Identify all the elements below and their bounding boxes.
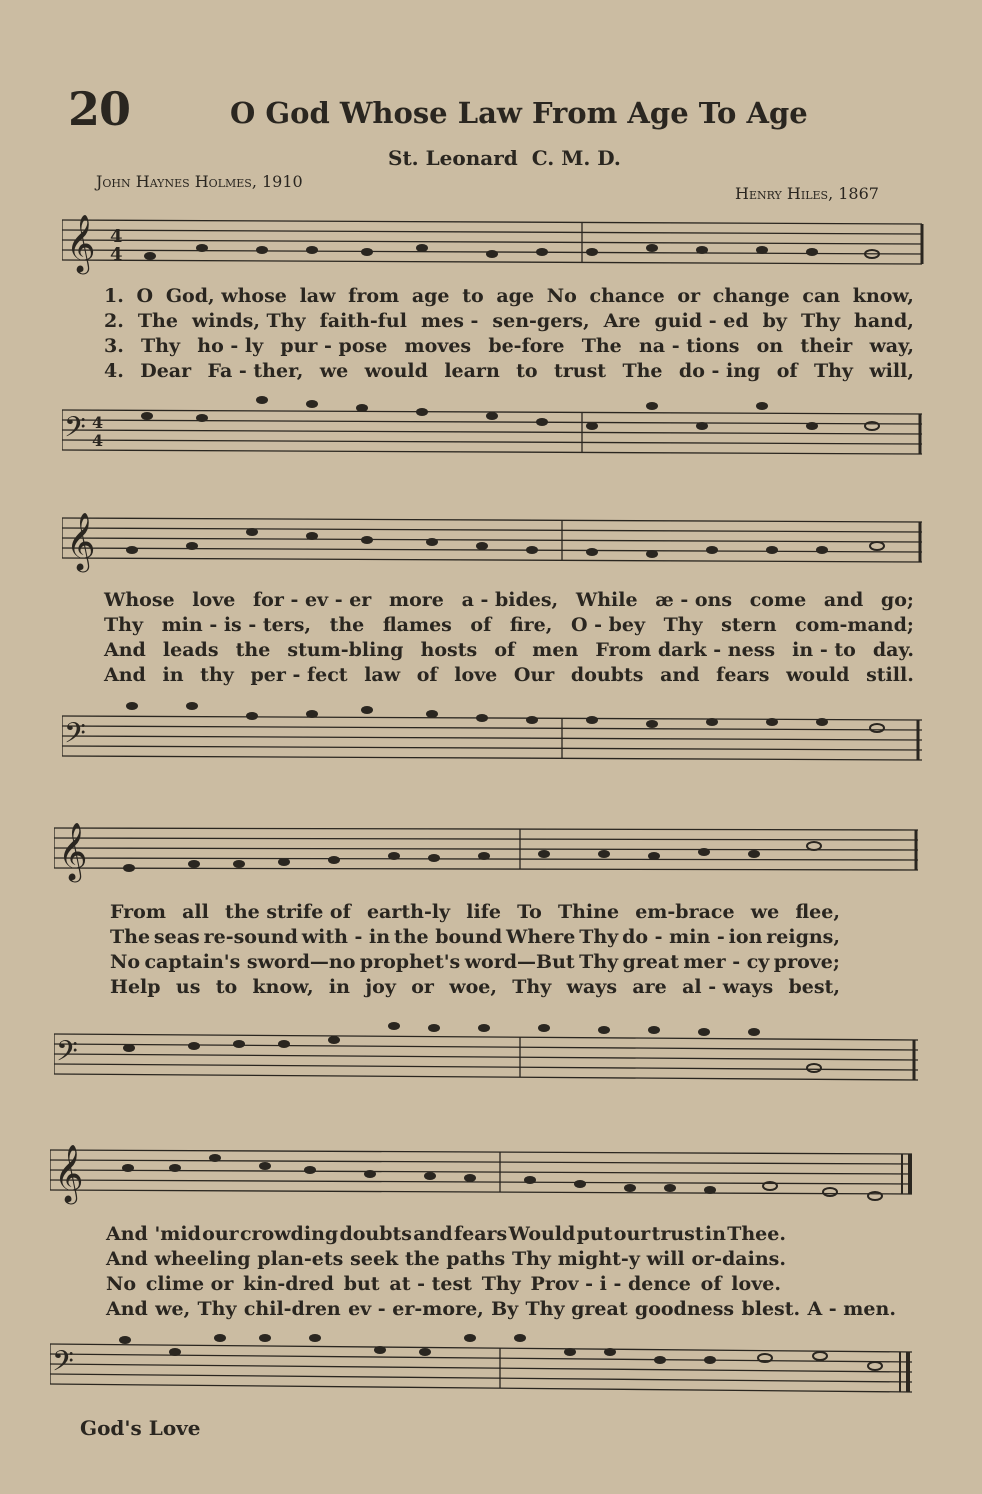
lyric-syllable: way, [869,335,914,357]
lyric-syllable: of [494,639,516,661]
bass-staff [62,700,924,780]
lyric-syllable: Would [508,1223,576,1245]
lyric-syllable: 2. [104,310,124,332]
lyric-syllable: To [517,901,542,923]
lyric-line-verse-2 [106,1247,786,1272]
lyric-line-verse-1 [104,588,914,613]
hymn-category: God's Love [80,1416,201,1440]
lyric-syllable: No [546,285,577,307]
lyric-syllable: O - bey [570,614,646,636]
lyric-syllable: we [319,360,349,382]
lyric-syllable: moves [404,335,472,357]
lyric-syllable: A - men. [807,1298,896,1320]
lyric-syllable: re-sound [203,926,298,948]
lyric-line-verse-4 [106,1297,896,1322]
lyric-syllable: And [106,1248,148,1270]
lyric-syllable: law [364,664,401,686]
lyric-syllable: hand, [854,310,914,332]
lyric-syllable: The [137,310,178,332]
lyric-syllable: Thy [801,310,840,332]
hymn-number: 20 [68,82,131,136]
lyric-syllable: our [613,1223,651,1245]
lyric-syllable: trust [554,360,607,382]
treble-staff [62,506,924,576]
lyric-syllable: word—But [464,951,575,973]
lyric-syllable: prophet's [359,951,461,973]
lyric-syllable: in - to [792,639,856,661]
lyric-syllable: our [202,1223,239,1245]
lyric-syllable: stern [721,614,777,636]
lyric-syllable: we [750,901,780,923]
lyric-syllable: do - ing [678,360,761,382]
lyric-syllable: law [299,285,336,307]
lyric-syllable: captain's sword—no [144,951,356,973]
treble-staff [62,208,924,278]
lyric-syllable: in [162,664,184,686]
lyric-syllable: of [416,664,438,686]
lyric-syllable: and [413,1223,453,1245]
lyric-syllable: guid - ed [654,310,749,332]
lyric-syllable: put [576,1223,613,1245]
lyric-syllable: be-fore [488,335,565,357]
lyric-syllable: know, [852,285,914,307]
lyric-syllable: would [786,664,850,686]
lyric-syllable: might-y [557,1248,640,1270]
lyric-line-verse-3 [104,638,914,663]
lyric-syllable: flames [382,614,452,636]
lyric-syllable: flee, [795,901,840,923]
lyric-syllable: change [712,285,790,307]
lyric-line-verse-2 [104,613,914,638]
lyric-syllable: are [632,976,667,998]
lyric-line-verse-3 [104,334,914,359]
lyric-syllable: Thee. [727,1223,786,1245]
lyric-line-verse-4 [104,663,914,688]
lyric-syllable: And [104,664,146,686]
lyric-syllable: woe, [449,976,497,998]
svg-text:4: 4 [110,244,123,265]
treble-staff-graphic [54,816,920,890]
lyric-syllable: The [110,926,151,948]
lyric-syllable: from [348,285,400,307]
lyric-syllable: Thy [663,614,703,636]
lyrics-block-3 [110,900,840,1000]
lyric-syllable: their [800,335,853,357]
lyric-syllable: can [802,285,841,307]
lyric-syllable: fears [453,1223,508,1245]
lyric-syllable: Thy great [525,1298,628,1320]
lyric-syllable: Prov - i - dence [530,1273,691,1295]
lyric-syllable: the bound [393,926,503,948]
lyric-syllable: And [106,1298,148,1320]
lyric-syllable: learn [444,360,500,382]
lyric-syllable: O [136,285,154,307]
hymn-title: O God Whose Law From Age To Age [230,96,808,130]
lyric-line-verse-3 [106,1272,781,1297]
lyric-syllable: know, [252,976,314,998]
svg-text:𝄞: 𝄞 [58,822,88,880]
lyric-syllable: Thy [579,951,619,973]
lyric-syllable: still. [866,664,914,686]
lyric-syllable: by [762,310,787,332]
lyric-syllable: will, [869,360,914,382]
lyric-syllable: per - fect [250,664,348,686]
lyric-syllable: with - in [301,926,391,948]
lyric-line-verse-4 [104,359,914,384]
lyric-syllable: chil-dren [243,1298,341,1320]
bass-staff [62,396,924,468]
lyric-syllable: Thy [511,1248,551,1270]
lyricist-credit: John Haynes Holmes, 1910 [96,172,303,191]
bass-staff [54,1014,920,1094]
lyric-syllable: do - min - [622,926,725,948]
svg-text:𝄞: 𝄞 [66,214,96,272]
lyric-syllable: age [496,285,535,307]
lyric-syllable: winds, Thy [191,310,306,332]
svg-text:𝄢: 𝄢 [56,1035,78,1075]
lyrics-block-1 [104,284,914,384]
lyric-syllable: the [235,639,271,661]
lyric-syllable: ho - ly [197,335,264,357]
treble-staff-graphic [62,208,924,278]
lyric-syllable: doubts [339,1223,412,1245]
lyric-syllable: seas [153,926,200,948]
lyric-syllable: love [192,589,236,611]
bass-staff-graphic [62,396,924,468]
lyric-syllable: min - is - ters, [161,614,312,636]
lyric-syllable: and [823,589,864,611]
lyric-syllable: goodness [634,1298,735,1320]
lyric-syllable: blest. [741,1298,801,1320]
lyric-line-verse-2 [104,309,914,334]
lyric-syllable: fire, [509,614,553,636]
lyric-syllable: to [516,360,538,382]
lyric-syllable: seek [350,1248,399,1270]
lyric-syllable: The [622,360,663,382]
lyric-syllable: Thy [197,1298,237,1320]
lyric-syllable: we, [155,1298,191,1320]
lyric-syllable: Help [110,976,161,998]
lyric-syllable: fears [716,664,770,686]
lyrics-block-2 [104,588,914,688]
lyric-syllable: sen-gers, [492,310,590,332]
treble-staff-graphic [50,1136,914,1216]
lyric-syllable: will [646,1248,685,1270]
lyric-syllable: age [411,285,450,307]
lyric-syllable: thy [200,664,234,686]
lyric-syllable: Thy [481,1273,521,1295]
lyric-syllable: Whose [104,589,175,611]
tune-meter: C. M. D. [531,146,621,170]
bass-staff-graphic [62,700,924,780]
lyric-syllable: love. [731,1273,781,1295]
lyric-syllable: And 'mid [106,1223,201,1245]
lyric-syllable: day. [872,639,914,661]
svg-text:𝄢: 𝄢 [64,411,86,451]
lyric-syllable: the strife of [225,901,351,923]
bass-staff [50,1330,914,1410]
lyric-syllable: God, whose [165,285,287,307]
treble-staff [54,816,920,890]
lyric-syllable: Are [603,310,641,332]
lyric-syllable: Fa - ther, [207,360,304,382]
lyric-syllable: plan-ets [257,1248,344,1270]
lyric-syllable: for - ev - er [253,589,372,611]
lyric-syllable: to [462,285,484,307]
svg-text:4: 4 [110,226,123,247]
lyric-syllable: joy [365,976,396,998]
lyric-syllable: Dear [140,360,192,382]
lyric-syllable: Where [505,926,576,948]
lyric-syllable: Our [513,664,555,686]
lyric-syllable: earth-ly [366,901,451,923]
lyric-syllable: And [104,639,146,661]
lyric-syllable: reigns, [766,926,840,948]
lyric-syllable: em-brace [635,901,735,923]
lyric-syllable: kin-dred [243,1273,334,1295]
lyric-syllable: life [466,901,501,923]
lyric-syllable: mes - [421,310,479,332]
lyric-syllable: more [389,589,444,611]
lyric-syllable: ev - er-more, [348,1298,484,1320]
lyric-line-verse-1 [106,1222,786,1247]
lyric-syllable: wheeling [154,1248,251,1270]
lyric-syllable: prove; [773,951,840,973]
lyric-syllable: Thy [512,976,552,998]
lyric-syllable: al - ways [682,976,774,998]
lyric-syllable: chance [589,285,665,307]
lyric-syllable: Thy [813,360,853,382]
svg-text:𝄢: 𝄢 [64,717,86,757]
lyric-syllable: in [328,976,350,998]
lyric-syllable: ways [566,976,618,998]
lyric-syllable: or [677,285,701,307]
lyric-syllable: 1. [104,285,124,307]
lyric-syllable: Thine [557,901,620,923]
lyric-syllable: or [411,976,434,998]
lyric-syllable: 3. [104,335,124,357]
lyric-syllable: crowding [239,1223,339,1245]
lyric-syllable: stum-bling [287,639,404,661]
lyric-syllable: Thy [104,614,143,636]
lyric-line-verse-4 [110,975,840,1000]
svg-text:4: 4 [92,413,104,432]
lyric-line-verse-3 [110,950,840,975]
lyric-syllable: but [343,1273,380,1295]
lyric-syllable: of [776,360,798,382]
lyric-line-verse-1 [104,284,914,309]
lyric-syllable: From [110,901,166,923]
lyric-syllable: a - bides, [461,589,559,611]
lyric-syllable: From dark - ness [595,639,776,661]
lyric-syllable: The [581,335,622,357]
lyric-syllable: great [622,951,679,973]
lyric-syllable: on [756,335,784,357]
lyric-syllable: faith-ful [319,310,407,332]
lyric-syllable: Thy [141,335,181,357]
bass-staff-graphic [50,1330,914,1410]
lyric-syllable: the [329,614,365,636]
treble-staff [50,1136,914,1216]
lyric-syllable: all [182,901,209,923]
lyric-syllable: would [364,360,428,382]
lyric-syllable: and [660,664,700,686]
lyric-syllable: of [700,1273,722,1295]
lyric-syllable: 4. [104,360,124,382]
lyric-syllable: go; [880,589,914,611]
lyric-syllable: doubts [570,664,644,686]
lyric-syllable: ion [728,926,763,948]
lyric-syllable: best, [788,976,840,998]
lyric-syllable: trust [651,1223,704,1245]
lyric-syllable: to [215,976,238,998]
lyric-syllable: of [470,614,492,636]
tune-line [388,146,621,170]
lyric-syllable: By [491,1298,519,1320]
lyric-syllable: clime or [145,1273,234,1295]
lyrics-block-4 [106,1222,896,1322]
lyric-syllable: love [454,664,498,686]
bass-staff-graphic [54,1014,920,1094]
lyric-syllable: in [704,1223,726,1245]
lyric-line-verse-2 [110,925,840,950]
lyric-line-verse-1 [110,900,840,925]
treble-staff-graphic [62,506,924,576]
lyric-syllable: at - test [389,1273,472,1295]
lyric-syllable: No [110,951,141,973]
lyric-syllable: the paths [404,1248,506,1270]
lyric-syllable: No [106,1273,137,1295]
lyric-syllable: leads [162,639,219,661]
lyric-syllable: na - tions [638,335,740,357]
svg-text:𝄢: 𝄢 [52,1345,74,1385]
lyric-syllable: men [532,639,579,661]
lyric-syllable: us [175,976,201,998]
lyric-syllable: com-mand; [795,614,914,636]
lyric-syllable: While [575,589,638,611]
lyric-syllable: æ - ons [655,589,733,611]
composer-credit: Henry Hiles, 1867 [735,184,879,203]
tune-name: St. Leonard [388,146,518,170]
lyric-syllable: hosts [420,639,478,661]
lyric-syllable: or-dains. [691,1248,786,1270]
svg-text:𝄞: 𝄞 [54,1144,84,1202]
lyric-syllable: pur - pose [280,335,388,357]
lyric-syllable: mer - cy [683,951,770,973]
lyric-syllable: come [749,589,807,611]
lyric-syllable: Thy [579,926,619,948]
svg-text:𝄞: 𝄞 [66,512,96,570]
svg-text:4: 4 [92,431,104,450]
